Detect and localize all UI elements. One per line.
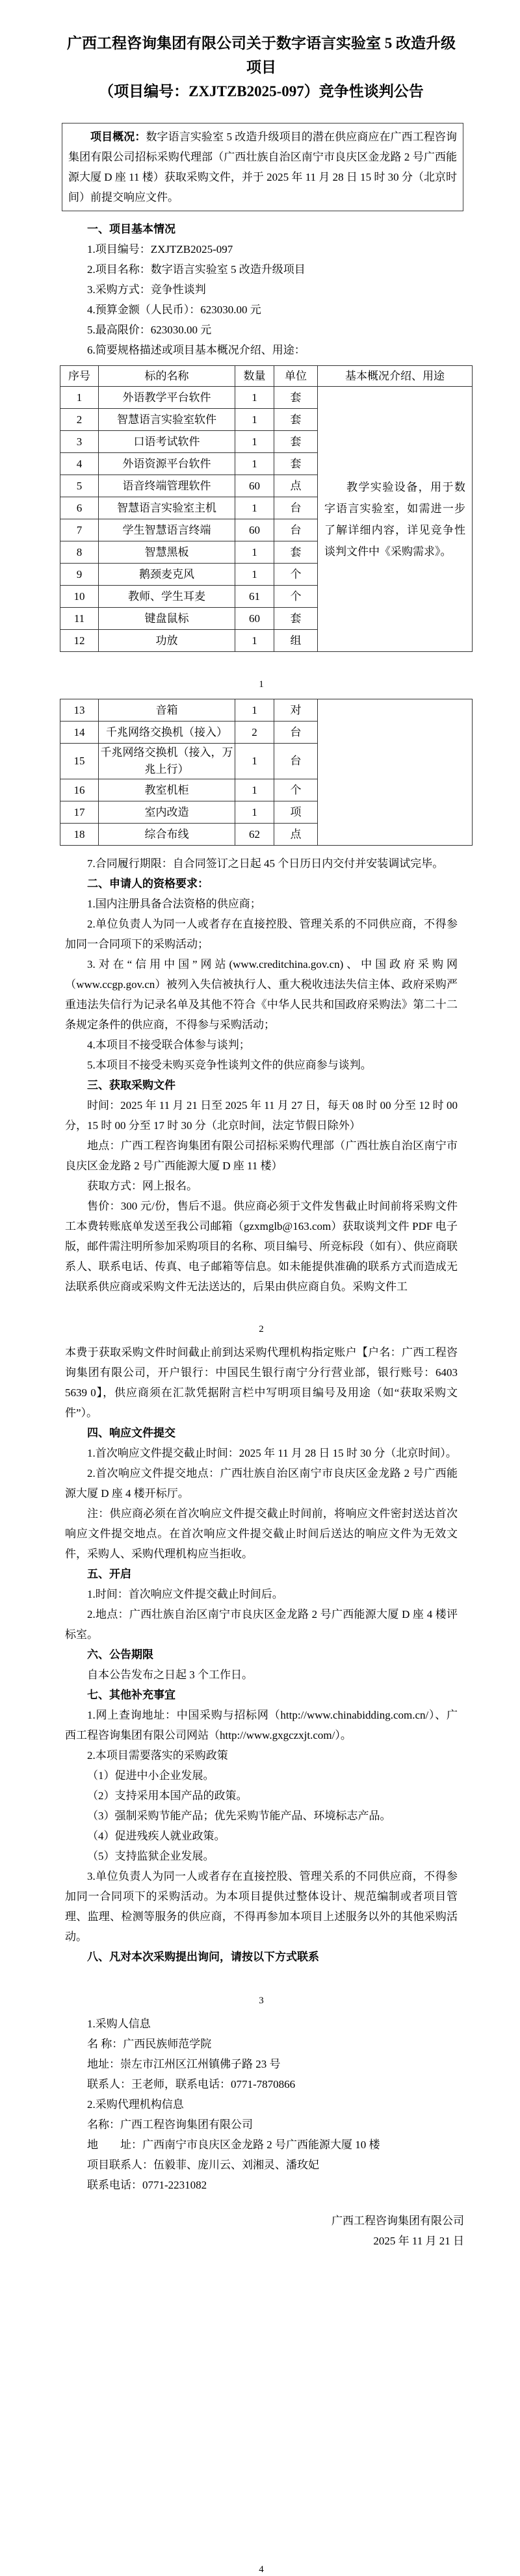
cell-description-merged	[318, 387, 473, 652]
project-items-table-part2	[60, 699, 473, 846]
cell-quantity: 1	[235, 744, 274, 779]
cell-unit: 套	[274, 409, 318, 431]
cell-quantity: 1	[235, 409, 274, 431]
page-title-line2: （项目编号：ZXJTZB2025-097）竞争性谈判公告	[99, 83, 424, 99]
cell-quantity: 1	[235, 630, 274, 652]
paragraph: 3.对在“信用中国”网站(www.creditchina.gov.cn)、中国政府采购网（www.ccgp.gov.cn）被列入失信被执行人、重大税收违法失信主体、政府采购严重违法失信行为记录名单及其他不符合《中华人民共和国政府采购法》第二十二条规定条件的供应商，不得参与采购活动；	[65, 958, 458, 1031]
paragraph: （2）支持采用本国产品的政策。	[87, 1789, 248, 1802]
paragraph: 项目联系人：伍毅菲、庞川云、刘湘灵、潘玫妃	[87, 2159, 319, 2171]
cell-item-name: 智慧语言实验室主机	[99, 497, 235, 519]
paragraph: 4.本项目不接受联合体参与谈判；	[87, 1039, 250, 1051]
paragraph: 4.预算金额（人民币）：623030.00 元	[87, 304, 261, 316]
cell-unit: 套	[274, 608, 318, 630]
cell-quantity: 1	[235, 431, 274, 453]
cell-no: 18	[60, 824, 99, 846]
cell-no: 7	[60, 519, 99, 541]
paragraph: 名 称：广西民族师范学院	[87, 2038, 212, 2050]
section-heading: 二、申请人的资格要求：	[87, 878, 209, 890]
cell-item-name: 千兆网络交换机（接入，万兆上行）	[99, 744, 235, 779]
cell-item-name: 外语教学平台软件	[99, 387, 235, 409]
section-heading: 五、开启	[87, 1568, 131, 1580]
cell-unit: 台	[274, 722, 318, 744]
paragraph: 2.地点：广西壮族自治区南宁市良庆区金龙路 2 号广西能源大厦 D 座 4 楼评标室。	[65, 1608, 458, 1641]
cell-item-name: 鹅颈麦克风	[99, 564, 235, 586]
section-heading: 三、获取采购文件	[87, 1079, 176, 1091]
paragraph: 3.采购方式：竞争性谈判	[87, 283, 206, 296]
cell-unit: 个	[274, 779, 318, 801]
section-heading: 四、响应文件提交	[87, 1427, 176, 1439]
section-heading: 一、项目基本情况	[87, 223, 176, 235]
cell-no: 2	[60, 409, 99, 431]
project-overview-box	[62, 123, 463, 211]
cell-unit: 套	[274, 541, 318, 564]
paragraph: （4）促进残疾人就业政策。	[87, 1830, 226, 1842]
cell-no: 6	[60, 497, 99, 519]
cell-no: 14	[60, 722, 99, 744]
paragraph: 2.本项目需要落实的采购政策	[87, 1749, 228, 1762]
col-header-desc: 基本概况介绍、用途	[318, 366, 473, 387]
paragraph: 3.单位负责人为同一人或者存在直接控股、管理关系的不同供应商，不得参加同一合同项下的采购活动。为本项目提供过整体设计、规范编制或者项目管理、监理、检测等服务的供应商，不得再参加本项目上述服务以外的其他采购活动。	[65, 1870, 458, 1943]
section-contact-info	[65, 2014, 458, 2195]
cell-item-name: 键盘鼠标	[99, 608, 235, 630]
cell-item-name: 智慧语言实验室软件	[99, 409, 235, 431]
paragraph: 1.项目编号：ZXJTZB2025-097	[87, 243, 233, 255]
section-submission-and-policies	[65, 1342, 458, 1967]
cell-quantity: 1	[235, 541, 274, 564]
cell-no: 13	[60, 699, 99, 722]
section-heading: 六、公告期限	[87, 1648, 153, 1661]
cell-item-name: 语音终端管理软件	[99, 475, 235, 497]
cell-unit: 台	[274, 519, 318, 541]
cell-unit: 点	[274, 475, 318, 497]
page-title	[65, 31, 458, 103]
cell-unit: 套	[274, 453, 318, 475]
cell-no: 11	[60, 608, 99, 630]
paragraph: 时间：2025 年 11 月 21 日至 2025 年 11 月 27 日，每天 08 时 00 分至 12 时 00 分，15 时 00 分至 17 时 30 分（北京时间，法定节假日除外）	[65, 1099, 458, 1132]
cell-unit: 台	[274, 497, 318, 519]
cell-quantity: 60	[235, 608, 274, 630]
paragraph: 5.本项目不接受未购买竞争性谈判文件的供应商参与谈判。	[87, 1059, 372, 1071]
cell-unit: 台	[274, 744, 318, 779]
paragraph: 售价：300 元/份，售后不退。供应商必须于文件发售截止时间前将采购文件工本费转账底单发送至我公司邮箱（gzxmglb@163.com）获取谈判文件 PDF 电子版，邮件需注明所参加采购项目的名称、项目编号、所竞标段（如有）、供应商联系人、联系电话、传真、电子邮箱等信息。如未能提供准确的联系方式而造成无法联系供应商或采购文件无法送达的，后果由供应商自负。采购文件工	[65, 1200, 458, 1293]
paragraph: 2.单位负责人为同一人或者存在直接控股、管理关系的不同供应商，不得参加同一合同项下的采购活动；	[65, 918, 458, 950]
cell-unit: 个	[274, 586, 318, 608]
cell-item-name: 千兆网络交换机（接入）	[99, 722, 235, 744]
page-number-3: 3	[259, 1996, 264, 2006]
page-number-2: 2	[259, 1324, 264, 1334]
cell-item-name: 学生智慧语言终端	[99, 519, 235, 541]
cell-unit: 套	[274, 431, 318, 453]
col-header-unit: 单位	[274, 366, 318, 387]
cell-no: 15	[60, 744, 99, 779]
cell-item-name: 功放	[99, 630, 235, 652]
cell-quantity: 1	[235, 453, 274, 475]
cell-no: 9	[60, 564, 99, 586]
cell-no: 1	[60, 387, 99, 409]
section-contract-and-qualifications	[65, 853, 458, 1297]
cell-item-name: 音箱	[99, 699, 235, 722]
table-header-row	[60, 366, 473, 387]
paragraph: 1.采购人信息	[87, 2018, 151, 2030]
paragraph: 7.合同履行期限：自合同签订之日起 45 个日历日内交付并安装调试完毕。	[87, 857, 444, 870]
cell-no: 10	[60, 586, 99, 608]
cell-quantity: 60	[235, 475, 274, 497]
cell-quantity: 62	[235, 824, 274, 846]
cell-item-name: 智慧黑板	[99, 541, 235, 564]
paragraph: 获取方式：网上报名。	[87, 1180, 198, 1192]
cell-quantity: 1	[235, 497, 274, 519]
project-items-table-part1	[60, 365, 473, 652]
cell-no: 8	[60, 541, 99, 564]
cell-item-name: 教师、学生耳麦	[99, 586, 235, 608]
paragraph: 2.项目名称：数字语言实验室 5 改造升级项目	[87, 263, 306, 276]
paragraph: 1.国内注册具备合法资格的供应商；	[87, 898, 261, 910]
page-title-line1: 广西工程咨询集团有限公司关于数字语言实验室 5 改造升级项目	[67, 35, 456, 75]
cell-quantity: 1	[235, 564, 274, 586]
paragraph: 2.首次响应文件提交地点：广西壮族自治区南宁市良庆区金龙路 2 号广西能源大厦 D 座 4 楼开标厅。	[65, 1467, 458, 1500]
cell-no: 4	[60, 453, 99, 475]
paragraph: 地 址：广西南宁市良庆区金龙路 2 号广西能源大厦 10 楼	[87, 2139, 380, 2151]
cell-quantity: 1	[235, 699, 274, 722]
paragraph: 地址：崇左市江州区江州镇佛子路 23 号	[87, 2058, 281, 2070]
cell-no: 5	[60, 475, 99, 497]
cell-quantity: 1	[235, 779, 274, 801]
col-header-no: 序号	[60, 366, 99, 387]
paragraph: 注：供应商必须在首次响应文件提交截止时间前，将响应文件密封送达首次响应文件提交地点。在首次响应文件提交截止时间后送达的响应文件为无效文件，采购人、采购代理机构应当拒收。	[65, 1507, 458, 1560]
procurement-announcement-document	[0, 31, 520, 2576]
cell-unit: 个	[274, 564, 318, 586]
cell-description-merged	[318, 699, 473, 846]
paragraph: 联系人：王老师，联系电话：0771-7870866	[87, 2078, 296, 2090]
cell-quantity: 2	[235, 722, 274, 744]
cell-quantity: 61	[235, 586, 274, 608]
table-row	[60, 699, 473, 722]
cell-no: 3	[60, 431, 99, 453]
page-number-1: 1	[259, 679, 264, 690]
section-heading: 七、其他补充事宜	[87, 1689, 176, 1701]
col-header-qty: 数量	[235, 366, 274, 387]
signature-company: 广西工程咨询集团有限公司	[332, 2215, 464, 2227]
paragraph: （3）强制采购节能产品；优先采购节能产品、环境标志产品。	[87, 1810, 391, 1822]
items-table-header	[60, 366, 473, 387]
cell-no: 17	[60, 801, 99, 824]
cell-item-name: 室内改造	[99, 801, 235, 824]
paragraph: （5）支持监狱企业发展。	[87, 1850, 214, 1862]
project-overview-body: 数字语言实验室 5 改造升级项目的潜在供应商应在广西工程咨询集团有限公司招标采购代理部（广西壮族自治区南宁市良庆区金龙路 2 号广西能源大厦 D 座 11 楼）获取采购文件，并于 2025 年 11 月 28 日 15 时 30 分（北京时间）前提交响应文件。	[68, 131, 458, 203]
signature-date: 2025 年 11 月 21 日	[373, 2235, 464, 2247]
paragraph: 地点：广西工程咨询集团有限公司招标采购代理部（广西壮族自治区南宁市良庆区金龙路 2 号广西能源大厦 D 座 11 楼）	[65, 1139, 458, 1172]
paragraph: 自本公告发布之日起 3 个工作日。	[87, 1669, 253, 1681]
cell-unit: 项	[274, 801, 318, 824]
paragraph: 1.时间：首次响应文件提交截止时间后。	[87, 1588, 283, 1600]
project-overview-text	[68, 127, 457, 207]
cell-item-name: 综合布线	[99, 824, 235, 846]
cell-item-name: 教室机柜	[99, 779, 235, 801]
paragraph: 名称：广西工程咨询集团有限公司	[87, 2118, 253, 2131]
cell-no: 12	[60, 630, 99, 652]
section-basic-info	[65, 219, 458, 360]
cell-unit: 点	[274, 824, 318, 846]
project-overview-label: 项目概况：	[90, 131, 146, 143]
paragraph: 联系电话：0771-2231082	[87, 2179, 207, 2191]
paragraph: 本费于获取采购文件时间截止前到达采购代理机构指定账户【户名：广西工程咨询集团有限公司，开户银行：中国民生银行南宁分行营业部，银行账号：6403 5639 0】，供应商须在汇款凭据附言栏中写明项目编号及用途（如“获取采购文件”）。	[65, 1346, 458, 1419]
signature-block	[65, 2211, 464, 2251]
page-number-4: 4	[259, 2564, 264, 2575]
paragraph: 5.最高限价：623030.00 元	[87, 324, 212, 336]
paragraph: 2.采购代理机构信息	[87, 2098, 184, 2111]
paragraph: 6.简要规格描述或项目基本概况介绍、用途：	[87, 344, 306, 356]
cell-quantity: 60	[235, 519, 274, 541]
cell-no: 16	[60, 779, 99, 801]
table-description-note: 教学实验设备，用于数字语言实验室，如需进一步了解详细内容，详见竞争性谈判文件中《采购需求》。	[324, 480, 465, 558]
paragraph: 1.网上查询地址：中国采购与招标网（http://www.chinabidding.com.cn/）、广西工程咨询集团有限公司网站（http://www.gxgczxjt.com/）。	[65, 1709, 458, 1741]
paragraph: 1.首次响应文件提交截止时间：2025 年 11 月 28 日 15 时 30 分（北京时间）。	[87, 1447, 457, 1459]
section-heading: 八、凡对本次采购提出询问，请按以下方式联系	[87, 1951, 319, 1963]
cell-item-name: 口语考试软件	[99, 431, 235, 453]
table-row	[60, 387, 473, 409]
cell-quantity: 1	[235, 801, 274, 824]
cell-quantity: 1	[235, 387, 274, 409]
cell-item-name: 外语资源平台软件	[99, 453, 235, 475]
cell-unit: 组	[274, 630, 318, 652]
cell-unit: 套	[274, 387, 318, 409]
paragraph: （1）促进中小企业发展。	[87, 1769, 214, 1782]
cell-unit: 对	[274, 699, 318, 722]
col-header-name: 标的名称	[99, 366, 235, 387]
